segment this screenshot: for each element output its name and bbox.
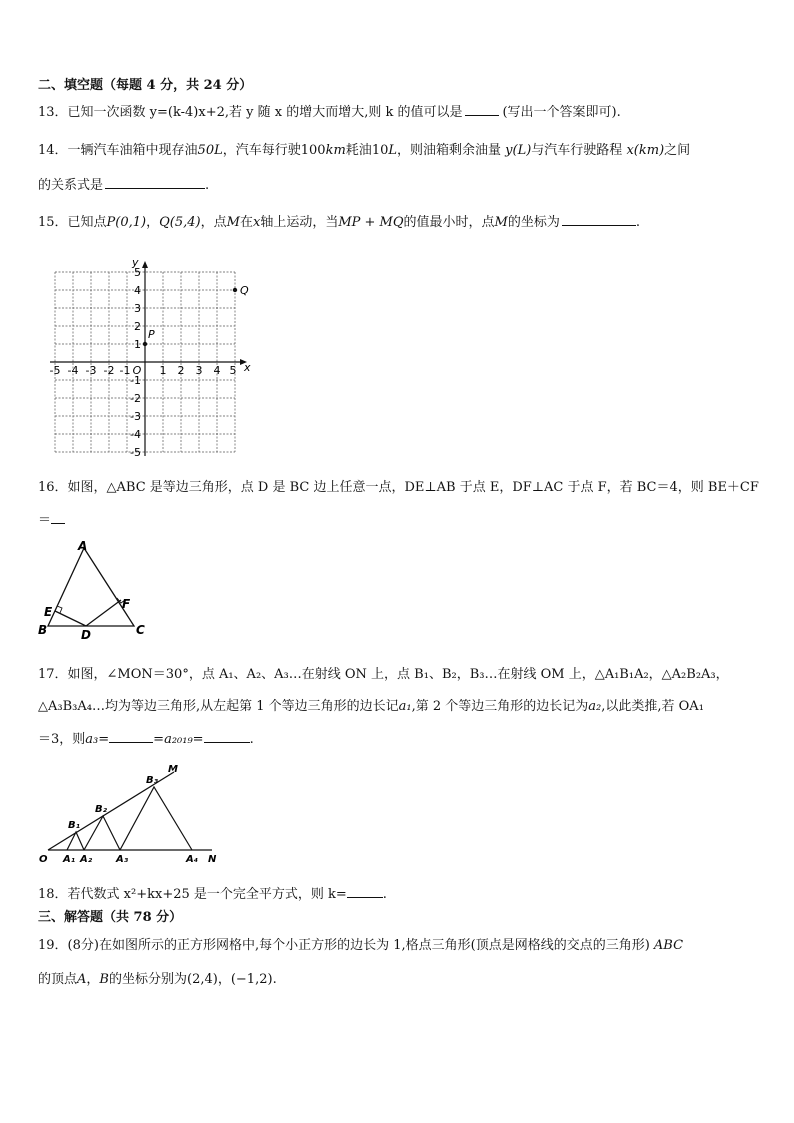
q17-answer-blank-2[interactable]	[204, 731, 250, 743]
q14-text-f: 之间	[664, 143, 691, 158]
q14-text-a: 14．一辆汽车油箱中现存油	[38, 143, 198, 158]
q19-end: .	[272, 972, 277, 987]
q14-u3: L	[388, 143, 397, 158]
q15-sep: ，	[146, 215, 160, 230]
q15-point-p: P(0,1)	[106, 215, 147, 230]
q17-a3: a₃	[85, 732, 99, 747]
q14-v3: 10	[371, 143, 389, 158]
q17-text-b: ,第 2 个等边三角形的边长记为	[411, 699, 589, 714]
x-tick: -5	[49, 364, 61, 377]
label-c: C	[136, 623, 145, 637]
q17-a2: a₂	[588, 699, 602, 714]
q13-tail: (写出一个答案即可).	[502, 105, 621, 120]
question-17-line2	[38, 699, 704, 715]
q15-text-c: 在	[239, 215, 253, 230]
q18-text: 18．若代数式 x²+kx+25 是一个完全平方式，则 k=	[38, 887, 347, 902]
q19-coord-a: (2,4)	[187, 972, 218, 987]
x-tick: 5	[229, 364, 237, 377]
q16-eq: ＝	[38, 513, 52, 528]
q15-expr: MP + MQ	[338, 215, 404, 230]
triangle-1	[67, 832, 84, 850]
section-2-title: 二、填空题（每题 4 分，共 24 分）	[38, 78, 253, 93]
segment-de	[55, 611, 86, 626]
x-tick: -4	[67, 364, 79, 377]
question-17-line1: 17．如图，∠MON＝30°，点 A₁、A₂、A₃…在射线 ON 上，点 B₁、B₂，B₃…在射线 OM 上，△A₁B₁A₂，△A₂B₂A₃，	[38, 667, 729, 682]
q19-a: A	[77, 972, 87, 987]
label-b: B	[38, 623, 48, 637]
triangle-figure-16	[36, 538, 156, 644]
x-tick: -1	[119, 364, 131, 377]
q15-m2: M	[494, 215, 508, 230]
q15-point-q: Q(5,4)	[159, 215, 201, 230]
q15-text-b: ，点	[200, 215, 227, 230]
label-d: D	[81, 628, 91, 642]
question-14-line1	[38, 143, 690, 159]
q19-abc: ABC	[653, 938, 684, 953]
q19-text-a: 19．(8分)在如图所示的正方形网格中,每个小正方形的边长为 1,格点三角形(顶点是网格线的交点的三角形)	[38, 938, 650, 953]
q14-text-c: 耗油	[345, 143, 372, 158]
q17-text-a: △A₃B₃A₄…均为等边三角形,从左起第 1 个等边三角形的边长记	[38, 699, 399, 714]
q14-text-b: ，汽车每行驶	[222, 143, 301, 158]
segment-df	[86, 600, 121, 626]
x-tick: -2	[103, 364, 115, 377]
x-tick: 2	[177, 364, 185, 377]
q17-a2019: a₂₀₁₉	[164, 732, 193, 747]
q14-u1: L	[214, 143, 223, 158]
q14-text-d: ，则油箱剩余油量	[397, 143, 502, 158]
triangle-3	[120, 787, 192, 850]
q15-text-d: 轴上运动，当	[260, 215, 339, 230]
y-tick: 2	[134, 320, 141, 333]
point-p	[143, 342, 147, 346]
q18-end: .	[382, 887, 387, 902]
question-14-line2	[38, 177, 209, 194]
q15-m: M	[226, 215, 240, 230]
q15-text-e: 的值最小时，点	[403, 215, 495, 230]
label-b3: B₃	[146, 775, 159, 786]
label-b1: B₁	[68, 820, 81, 831]
x-tick: 4	[213, 364, 221, 377]
y-tick: 3	[134, 302, 141, 315]
label-e: E	[44, 605, 53, 619]
y-tick: -4	[130, 428, 141, 441]
q19-text-b: 的顶点	[38, 972, 78, 987]
x-tick: 1	[159, 364, 167, 377]
q17-text-c: ,以此类推,若 OA₁	[601, 699, 704, 714]
q19-b: B	[99, 972, 109, 987]
y-tick: -1	[130, 374, 141, 387]
label-a1: A₁	[63, 854, 76, 865]
origin-label: O	[132, 364, 142, 377]
q14-u2: km	[325, 143, 346, 158]
q14-yu: (L)	[512, 143, 532, 158]
equilateral-chain-figure-17	[36, 758, 236, 868]
y-tick: 1	[134, 338, 141, 351]
q13-text: 13．已知一次函数 y=(k-4)x+2,若 y 随 x 的增大而增大,则 k 的值可以是	[38, 105, 463, 120]
q19-text-c: 的坐标分别为	[108, 972, 187, 987]
q17-a1: a₁	[398, 699, 412, 714]
q19-sep: ，	[86, 972, 100, 987]
x-axis-label: x	[244, 361, 251, 374]
question-16-line2	[38, 512, 65, 529]
q14-answer-blank[interactable]	[105, 177, 205, 189]
label-a3: A₃	[116, 854, 129, 865]
q14-v2: 100	[300, 143, 326, 158]
label-a: A	[78, 539, 88, 553]
question-16-line1: 16．如图，△ABC 是等边三角形，点 D 是 BC 边上任意一点，DE⊥AB 于点 E，DF⊥AC 于点 F，若 BC＝4，则 BE＋CF	[38, 480, 759, 495]
section-3-title: 三、解答题（共 78 分）	[38, 910, 183, 925]
label-n: N	[208, 854, 217, 865]
q16-answer-blank[interactable]	[51, 512, 65, 524]
point-q-label: Q	[240, 284, 249, 297]
q19-coord-b: (−1,2)	[230, 972, 273, 987]
point-p-label: P	[148, 328, 155, 341]
q14-line2: 的关系式是	[38, 178, 104, 193]
x-tick: -3	[85, 364, 97, 377]
question-19-line2	[38, 972, 277, 988]
q15-text-f: 的坐标为	[507, 215, 560, 230]
q19-sep2: ，	[217, 972, 231, 987]
q14-x: x	[626, 143, 634, 158]
y-tick: -3	[130, 410, 141, 423]
q13-answer-blank[interactable]	[465, 104, 499, 116]
q15-end: .	[635, 215, 640, 230]
q15-answer-blank[interactable]	[562, 214, 636, 226]
x-tick: 3	[195, 364, 203, 377]
q14-v1: 50	[197, 143, 215, 158]
y-tick: 4	[134, 284, 141, 297]
y-axis-label: y	[132, 258, 139, 269]
coordinate-grid-figure	[40, 258, 260, 458]
q14-text-e: 与汽车行驶路程	[531, 143, 623, 158]
point-q	[233, 288, 237, 292]
q17-eq1: =	[98, 732, 110, 747]
question-15	[38, 214, 640, 231]
triangle-2	[84, 816, 120, 850]
question-17-line3: ＝3，则a₃= =a₂₀₁₉= .	[38, 732, 254, 747]
q17-answer-blank-1[interactable]	[109, 731, 153, 743]
q14-xu: (km)	[633, 143, 665, 158]
y-tick: -5	[130, 446, 141, 458]
y-axis-arrow	[142, 261, 148, 268]
label-m: M	[168, 764, 178, 775]
q14-end: .	[205, 178, 210, 193]
q17-comma: =	[153, 732, 165, 747]
q14-y: y	[505, 143, 513, 158]
label-a2: A₂	[80, 854, 93, 865]
y-tick: 5	[134, 266, 141, 279]
label-f: F	[122, 597, 131, 611]
q18-answer-blank[interactable]	[347, 886, 383, 898]
label-o: O	[39, 854, 48, 865]
label-b2: B₂	[95, 804, 108, 815]
q15-x: x	[252, 215, 261, 230]
question-19-line1	[38, 938, 683, 954]
q15-text-a: 15．已知点	[38, 215, 107, 230]
y-tick: -2	[130, 392, 141, 405]
q17-end: .	[249, 732, 254, 747]
question-13	[38, 104, 621, 121]
label-a4: A₄	[186, 854, 199, 865]
question-18	[38, 886, 387, 903]
q17-text-d: ＝3，则	[38, 732, 86, 747]
